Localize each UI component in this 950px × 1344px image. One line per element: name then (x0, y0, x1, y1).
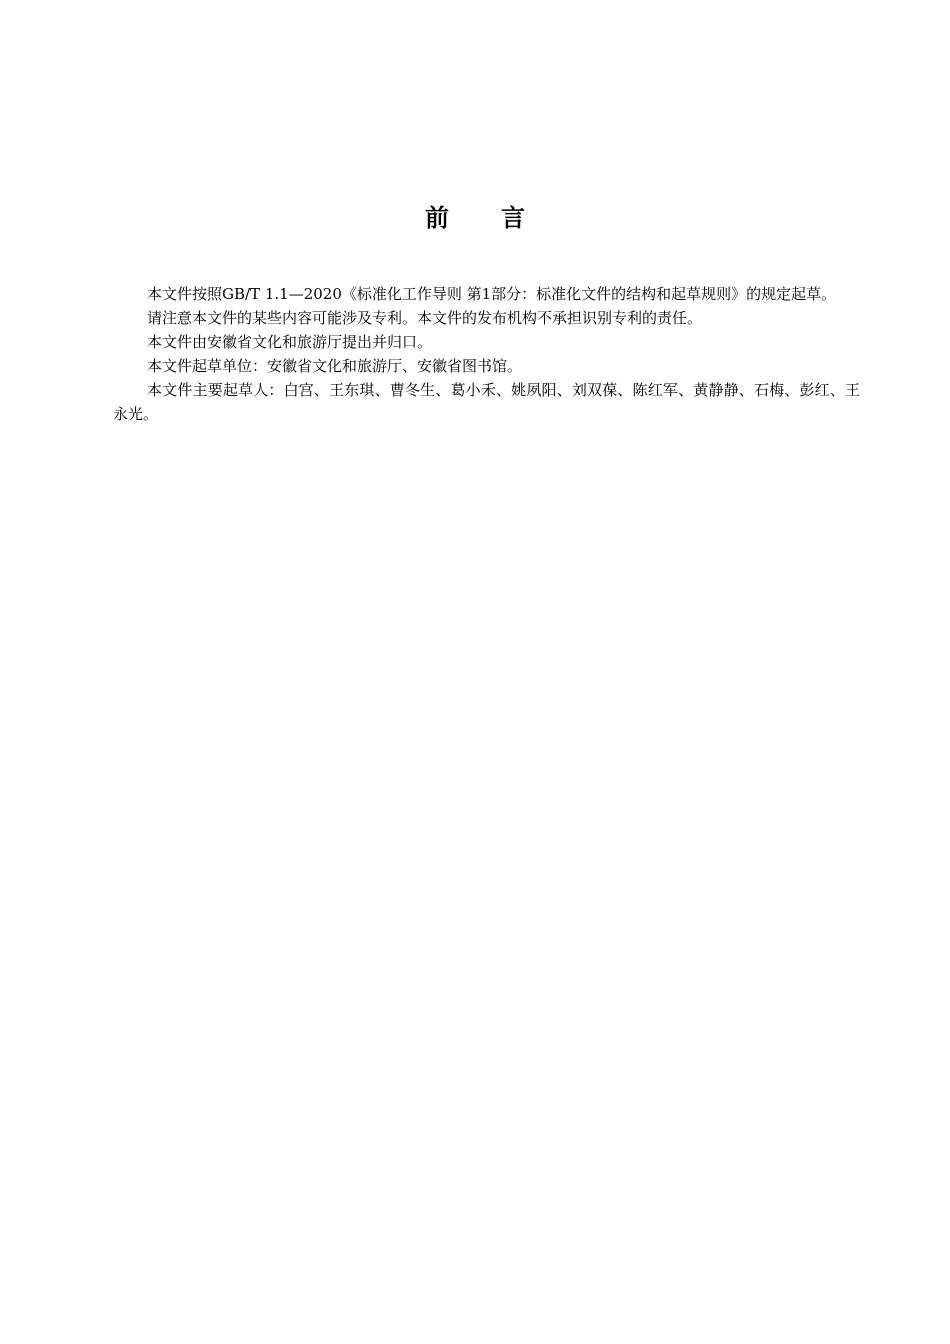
title-char-1: 前 (425, 204, 449, 232)
paragraph-drafting-units: 本文件起草单位：安徽省文化和旅游厅、安徽省图书馆。 (147, 357, 523, 375)
paragraph-patent-notice: 请注意本文件的某些内容可能涉及专利。本文件的发布机构不承担识别专利的责任。 (147, 309, 703, 327)
title-char-2: 言 (501, 204, 525, 232)
paragraph-drafters: 本文件主要起草人：白宫、王东琪、曹冬生、葛小禾、姚夙阳、刘双葆、陈红军、黄静静、石梅、彭红、王永光。 (113, 381, 860, 423)
paragraph-drafting-basis: 本文件按照GB/T 1.1—2020《标准化工作导则 第1部分：标准化文件的结构和起草规则》的规定起草。 (147, 285, 837, 303)
preface-body (113, 282, 860, 426)
page-title (0, 200, 950, 236)
paragraph-proposer: 本文件由安徽省文化和旅游厅提出并归口。 (147, 333, 433, 351)
